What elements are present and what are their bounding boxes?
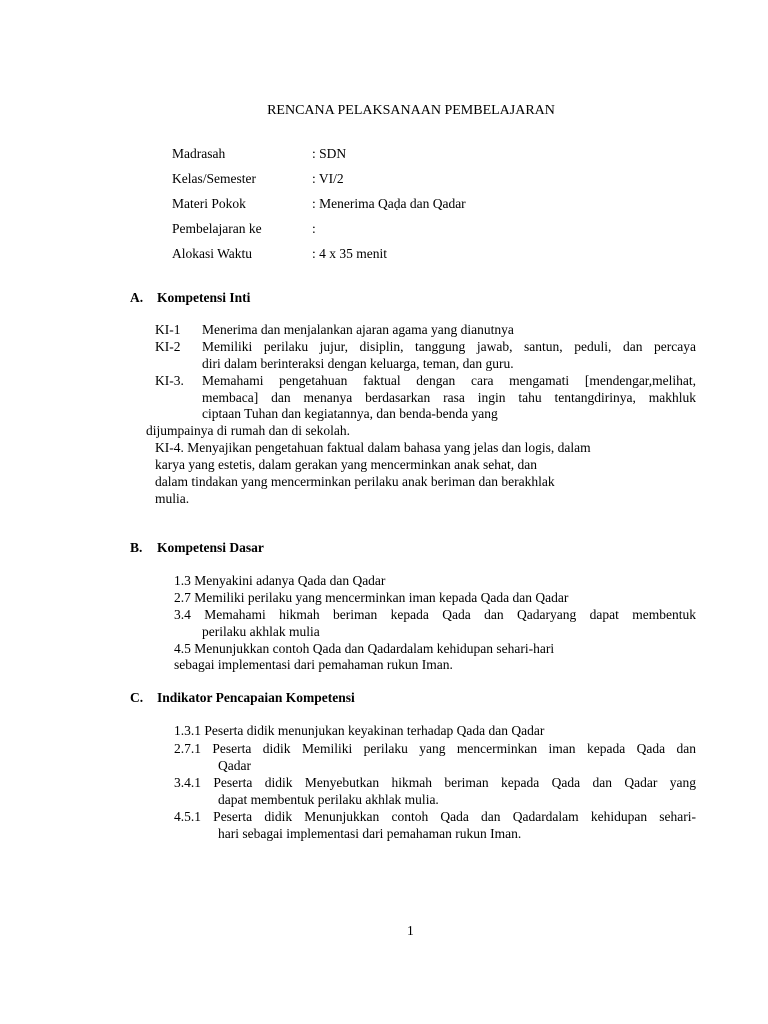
indicator-item: 2.7.1 Peserta didik Memiliki perilaku yang mencerminkan iman kepada Qada dan bbox=[174, 741, 696, 756]
ki4-text-line: dalam tindakan yang mencerminkan perilaku anak beriman dan berakhlak bbox=[155, 474, 555, 489]
info-label-materi: Materi Pokok bbox=[172, 196, 246, 211]
section-a-heading bbox=[130, 290, 250, 306]
ki1-text: Menerima dan menjalankan ajaran agama yang dianutnya bbox=[202, 322, 514, 337]
kd-item: 3.4 Memahami hikmah beriman kepada Qada dan Qadaryang dapat membentuk bbox=[174, 607, 696, 622]
kd-item: 1.3 Menyakini adanya Qada dan Qadar bbox=[174, 573, 386, 588]
kd-item: 2.7 Memiliki perilaku yang mencerminkan iman kepada Qada dan Qadar bbox=[174, 590, 569, 605]
indicator-item-continuation: dapat membentuk perilaku akhlak mulia. bbox=[218, 792, 439, 807]
section-b-letter: B. bbox=[130, 540, 143, 555]
ki4-text-line: mulia. bbox=[155, 491, 190, 506]
info-value-pembelajaran: : bbox=[312, 221, 316, 236]
indicator-item: 3.4.1 Peserta didik Menyebutkan hikmah beriman kepada Qada dan Qadar yang bbox=[174, 775, 696, 790]
info-value-kelas: : VI/2 bbox=[312, 171, 344, 186]
kd-item: 4.5 Menunjukkan contoh Qada dan Qadardalam kehidupan sehari-hari bbox=[174, 641, 555, 656]
page-number: 1 bbox=[407, 923, 414, 938]
ki4-text-line: KI-4. Menyajikan pengetahuan faktual dalam bahasa yang jelas dan logis, dalam bbox=[155, 440, 591, 455]
info-label-kelas: Kelas/Semester bbox=[172, 171, 256, 186]
ki3-text-line: ciptaan Tuhan dan kegiatannya, dan benda-benda yang bbox=[202, 406, 498, 421]
document-title: RENCANA PELAKSANAAN PEMBELAJARAN bbox=[267, 103, 555, 118]
ki4-text-line: karya yang estetis, dalam gerakan yang mencerminkan anak sehat, dan bbox=[155, 457, 537, 472]
kd-item-continuation: perilaku akhlak mulia bbox=[202, 624, 320, 639]
ki3-text-line: dijumpainya di rumah dan di sekolah. bbox=[146, 423, 350, 438]
info-value-alokasi: : 4 x 35 menit bbox=[312, 246, 387, 261]
section-b-heading bbox=[130, 540, 264, 556]
ki2-code: KI-2 bbox=[155, 339, 181, 354]
indicator-item-continuation: Qadar bbox=[218, 758, 251, 773]
info-value-materi: : Menerima Qaḍa dan Qadar bbox=[312, 196, 466, 211]
ki3-text-line: membaca] dan menanya berdasarkan rasa ingin tahu tentangdirinya, makhluk bbox=[202, 390, 696, 405]
ki2-text-line: Memiliki perilaku jujur, disiplin, tanggung jawab, santun, peduli, dan percaya bbox=[202, 339, 696, 354]
ki1-code: KI-1 bbox=[155, 322, 181, 337]
ki2-text-line: diri dalam berinteraksi dengan keluarga, teman, dan guru. bbox=[202, 356, 514, 371]
indicator-item: 1.3.1 Peserta didik menunjukan keyakinan terhadap Qada dan Qadar bbox=[174, 723, 545, 738]
section-c-title: Indikator Pencapaian Kompetensi bbox=[157, 690, 355, 705]
kd-item-continuation: sebagai implementasi dari pemahaman rukun Iman. bbox=[174, 657, 453, 672]
section-c-letter: C. bbox=[130, 690, 144, 705]
info-label-pembelajaran: Pembelajaran ke bbox=[172, 221, 262, 236]
indicator-item: 4.5.1 Peserta didik Menunjukkan contoh Qada dan Qadardalam kehidupan sehari- bbox=[174, 809, 696, 824]
info-value-madrasah: : SDN bbox=[312, 146, 347, 161]
section-b-title: Kompetensi Dasar bbox=[157, 540, 264, 555]
section-a-letter: A. bbox=[130, 290, 144, 305]
ki3-code: KI-3. bbox=[155, 373, 184, 388]
section-a-title: Kompetensi Inti bbox=[157, 290, 251, 305]
info-label-alokasi: Alokasi Waktu bbox=[172, 246, 253, 261]
ki3-text-line: Memahami pengetahuan faktual dengan cara mengamati [mendengar,melihat, bbox=[202, 373, 696, 388]
info-label-madrasah: Madrasah bbox=[172, 146, 226, 161]
indicator-item-continuation: hari sebagai implementasi dari pemahaman rukun Iman. bbox=[218, 826, 522, 841]
section-c-heading bbox=[130, 690, 355, 706]
